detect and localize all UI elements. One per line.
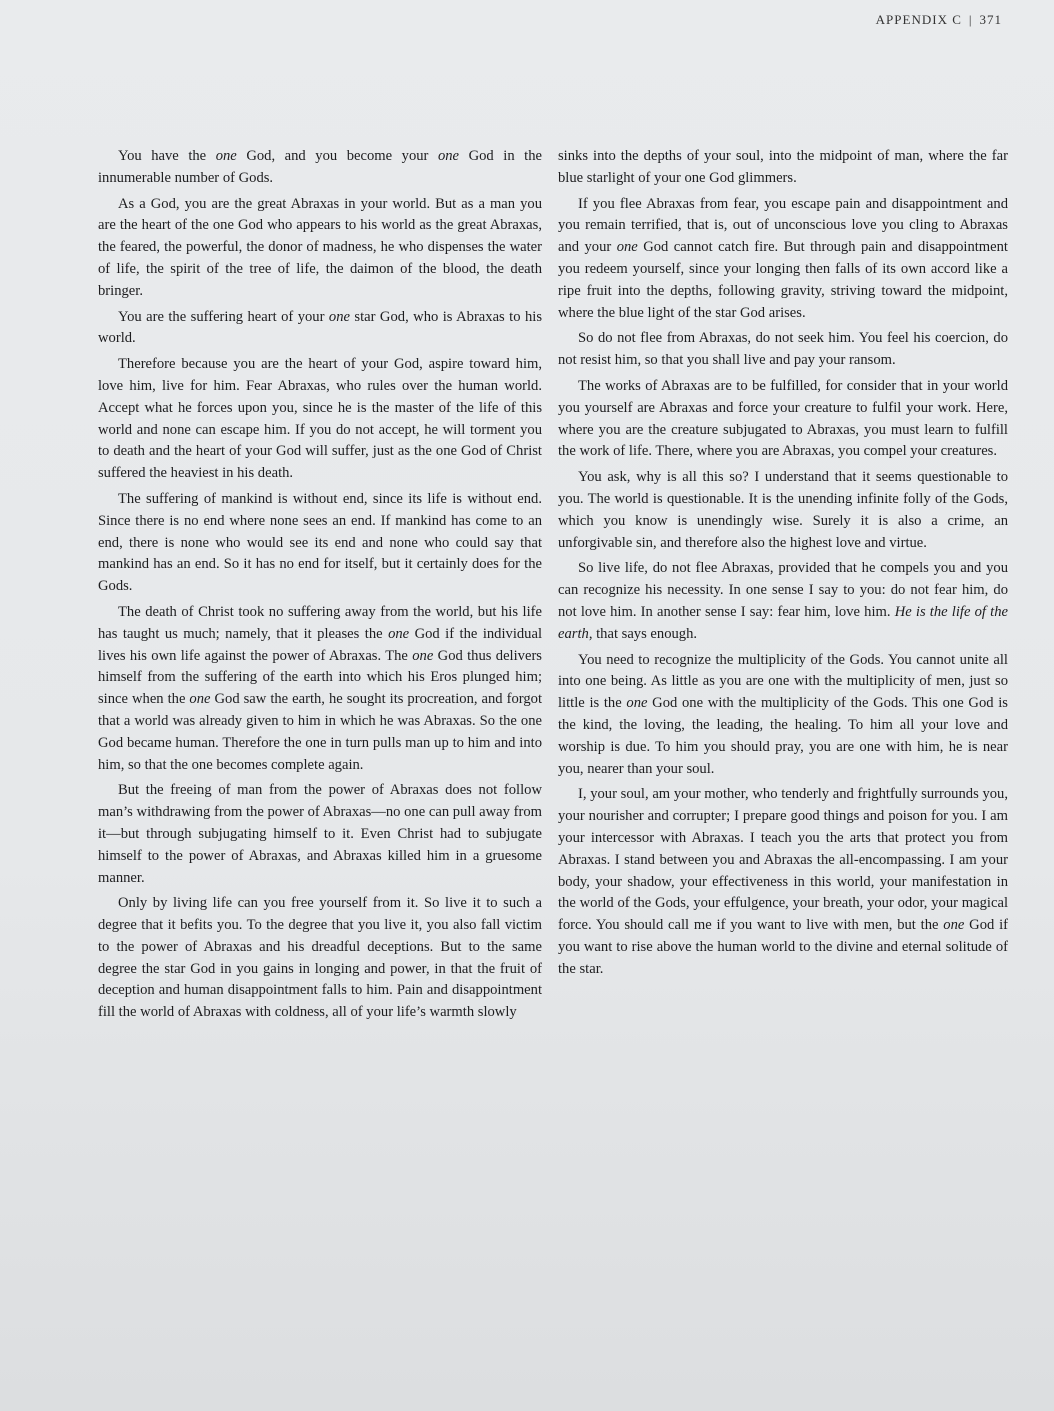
text-run: The works of Abraxas are to be fulfilled, for consider that in your world you yourself are Abraxas and force your creature to fulfil your work. Here, where you are the creature subjugated to Abraxas, you must learn to fulfill the work of life. There, where you are Abraxas, you compel your creatures. xyxy=(558,377,1008,460)
text-run: God saw the earth, he sought its procreation, and forgot that a world was already given to him in which he was Abraxas. So the one God became human. Therefore the one in turn pulls man up to him and into him, so that the one becomes complete again. xyxy=(98,691,542,773)
text-run: , that says enough. xyxy=(588,625,698,642)
text-run: You have the xyxy=(118,148,216,164)
paragraph xyxy=(558,558,1008,645)
text-run: The suffering of mankind is without end, since its life is without end. Since there is no end where none sees an end. If mankind has come to an end, there is none who would see its end and none who could say that mankind has an end. So it has no end for itself, but it certainly does for the Gods. xyxy=(98,490,542,595)
italic-text: one xyxy=(437,148,460,164)
text-run: So do not flee from Abraxas, do not seek him. You feel his coercion, do not resist him, so that you shall live and pay your ransom. xyxy=(558,330,1008,369)
paragraph xyxy=(558,328,1008,372)
running-head xyxy=(876,12,1002,28)
text-run: star God, who is Abraxas to his world. xyxy=(98,308,542,347)
paragraph xyxy=(558,376,1008,463)
text-run: Only by living life can you free yourself from it. So live it to such a degree that it befits you. To the degree that you live it, you also fall victim to the power of Abraxas and his dreadful deceptions. But to the same degree the star God in you gains in longing and power, in that the fruit of deception and human disappointment falls to him. Pain and disappointment fill the world of Abraxas with coldness, all of your life’s warmth slowly xyxy=(98,895,542,1021)
paragraph xyxy=(98,307,542,351)
italic-text: one xyxy=(412,647,434,664)
paragraph xyxy=(98,146,542,190)
text-run: God in the innumerable number of Gods. xyxy=(98,148,542,186)
paragraph xyxy=(558,650,1008,781)
text-run: God, and you become your xyxy=(236,148,438,164)
text-run: So live life, do not flee Abraxas, provided that he compels you and you can recognize his necessity. In one sense I say to you: do not fear him, do not love him. In another sense I say: fear him, love him. xyxy=(558,560,1008,620)
paragraph xyxy=(558,467,1008,554)
text-run: God thus delivers himself from the suffering of the earth into which his Eros plunged him; since when the xyxy=(98,647,542,708)
text-run: If you flee Abraxas from fear, you escape pain and disappointment and you remain terrified, that is, out of unconscious love you cling to Abraxas and your xyxy=(558,195,1008,256)
text-run: God one with the multiplicity of the Gods. This one God is the kind, the loving, the leading, the healing. To him all your love and worship is due. To him you should pray, you are one with him, he is near you, nearer than your soul. xyxy=(558,695,1008,777)
text-run: You ask, why is all this so? I understand that it seems questionable to you. The world is questionable. It is the unending infinite folly of the Gods, which you know is unendingly wise. Surely it is also a crime, an unforgivable sin, and therefore also the highest love and virtue. xyxy=(558,469,1008,551)
text-run: God if the individual lives his own life against the power of Abraxas. The xyxy=(98,625,542,664)
italic-text: one xyxy=(616,239,638,256)
right-column xyxy=(558,146,1008,984)
paragraph xyxy=(558,146,1008,190)
text-run: You are the suffering heart of your xyxy=(118,308,329,325)
italic-text: one xyxy=(388,625,410,642)
text-run: As a God, you are the great Abraxas in your world. But as a man you are the heart of the one God who appears to his world as the great Abraxas, the feared, the powerful, the donor of madness, he who dispenses the water of life, the spirit of the tree of life, the daimon of the blood, the death bringer. xyxy=(98,195,542,299)
italic-text: one xyxy=(328,308,350,325)
text-run: The death of Christ took no suffering away from the world, but his life has taught us much; namely, that it pleases the xyxy=(98,603,542,642)
text-run: sinks into the depths of your soul, into the midpoint of man, where the far blue starlight of your one God glimmers. xyxy=(558,148,1008,186)
paragraph xyxy=(98,602,542,776)
text-run: God if you want to rise above the human world to the divine and eternal solitude of the star. xyxy=(558,917,1008,977)
paragraph xyxy=(558,194,1008,325)
section-title: APPENDIX C xyxy=(875,12,962,27)
paragraph xyxy=(98,893,542,1024)
paragraph xyxy=(98,489,542,598)
italic-text: one xyxy=(626,695,648,712)
text-run: Therefore because you are the heart of your God, aspire toward him, love him, live for him. Fear Abraxas, who rules over the human world. Accept what he forces upon you, since he is the master of the life of this world and none can escape him. If you do not accept, he will torment you to death and the heart of your God will suffer, just as the one God of Christ suffered the heaviest in his death. xyxy=(98,356,542,482)
left-column xyxy=(98,146,542,1028)
header-separator: | xyxy=(968,12,973,27)
text-run: God cannot catch fire. But through pain and disappointment you redeem yourself, since your longing then falls of its own accord like a ripe fruit into the depths, following gravity, striving toward the midpoint, where the blue light of the star God arises. xyxy=(558,239,1008,321)
text-run: I, your soul, am your mother, who tenderly and frightfully surrounds you, your nourisher and corrupter; I prepare good things and poison for you. I am your intercessor with Abraxas. I teach you the arts that protect you from Abraxas. I stand between you and Abraxas the all-encompassing. I am your body, your shadow, your effectiveness in this world, your manifestation in the world of the Gods, your effulgence, your breath, your odor, your magical force. You should call me if you want to live with men, but the xyxy=(558,786,1008,934)
page-number: 371 xyxy=(979,12,1002,27)
paragraph xyxy=(98,194,542,303)
italic-text: one xyxy=(215,148,237,164)
paragraph xyxy=(98,354,542,485)
paragraph xyxy=(558,784,1008,980)
italic-text: one xyxy=(943,917,965,934)
text-run: But the freeing of man from the power of Abraxas does not follow man’s withdrawing from the power of Abraxas—no one can pull away from it—but through subjugating himself to it. Even Christ had to subjugate himself to the power of Abraxas, and Abraxas killed him in a gruesome manner. xyxy=(98,782,542,886)
italic-text: one xyxy=(189,691,211,708)
paragraph xyxy=(98,780,542,889)
italic-text: He is the life of the earth xyxy=(558,603,1008,642)
text-run: You need to recognize the multiplicity of the Gods. You cannot unite all into one being. As little as you are one with the multiplicity of men, just so little is the xyxy=(558,651,1008,712)
